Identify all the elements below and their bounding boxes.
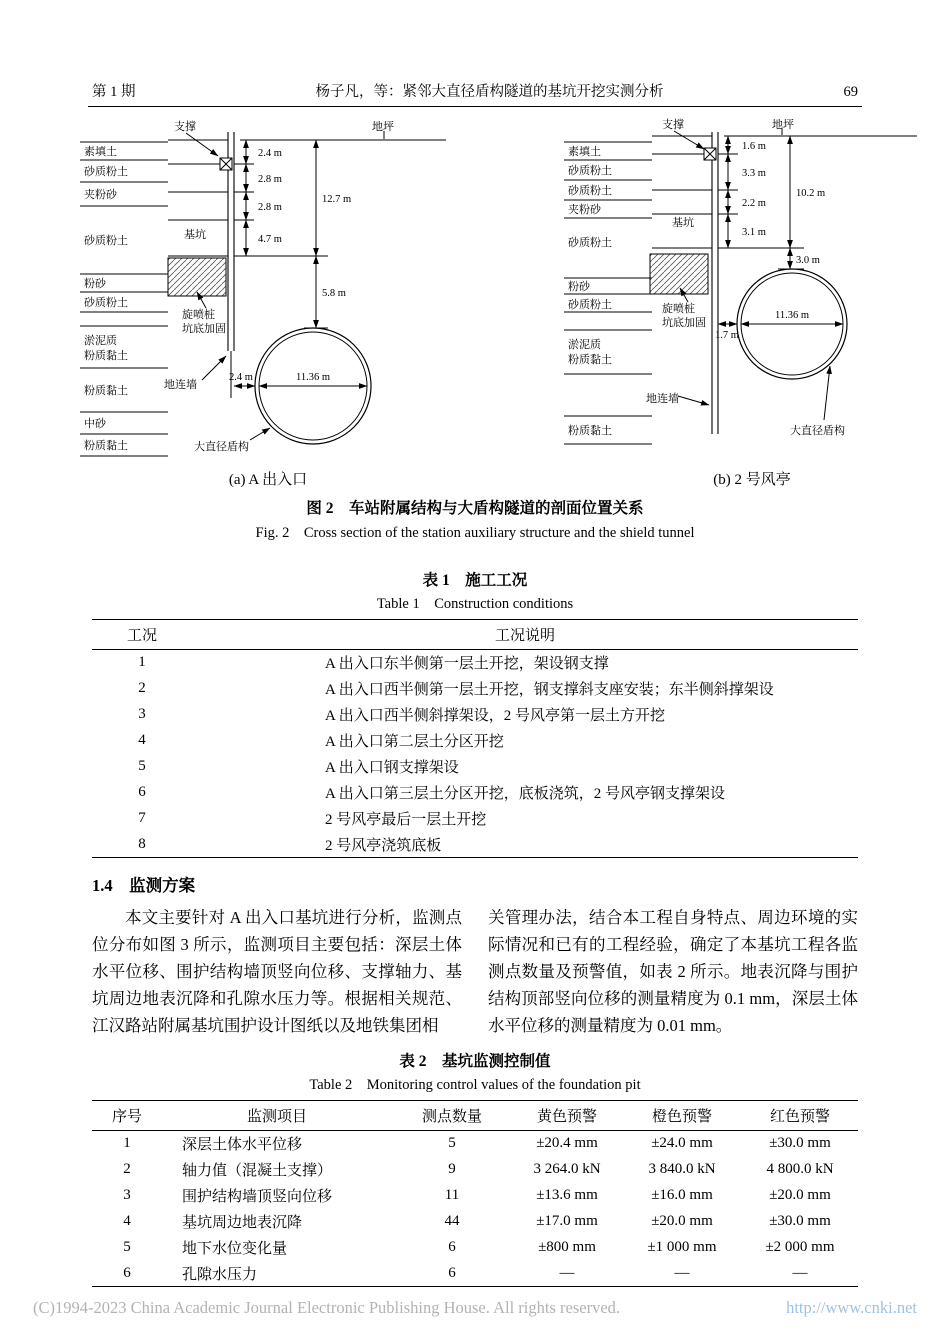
cross-section-b-diagram bbox=[562, 116, 942, 461]
dim-label: 2.4 m bbox=[258, 148, 282, 159]
t2-yellow: 3 264.0 kN bbox=[533, 1161, 601, 1177]
t2-points: 6 bbox=[448, 1264, 456, 1281]
running-head bbox=[92, 0, 858, 101]
soil-label: 粉质黏土 bbox=[568, 425, 612, 437]
header-rule bbox=[88, 106, 862, 107]
body-column-left: 本文主要针对 A 出入口基坑进行分析，监测点位分布如图 3 所示，监测项目主要包括：深层土体水平位移、围护结构墙顶竖向位移、支撑轴力、基坑周边地表沉降和孔隙水压力等。根据相关规范、江汉路站附属基坑围护设计图纸以及地铁集团相 bbox=[92, 908, 462, 1035]
t1-case: 6 bbox=[138, 784, 146, 800]
dim-label: 3.1 m bbox=[742, 227, 766, 238]
soil-label: 淤泥质 bbox=[568, 339, 601, 351]
t1-case: 8 bbox=[138, 835, 146, 852]
dim-label: 11.36 m bbox=[774, 310, 810, 321]
table-row bbox=[92, 1157, 858, 1183]
wall-label: 地连墙 bbox=[646, 393, 679, 405]
table-row bbox=[92, 650, 858, 676]
t1-case: 7 bbox=[138, 810, 146, 826]
t1-case: 4 bbox=[138, 732, 146, 748]
t2-yellow: ±800 mm bbox=[538, 1239, 596, 1255]
t2-no: 2 bbox=[123, 1161, 131, 1177]
t1-case: 5 bbox=[138, 758, 146, 774]
figure-2 bbox=[0, 116, 950, 489]
cnki-url-link[interactable]: http://www.cnki.net bbox=[786, 1298, 917, 1317]
t2-header-red: 红色预警 bbox=[742, 1101, 858, 1131]
t2-no: 6 bbox=[123, 1264, 131, 1281]
t2-header-orange: 橙色预警 bbox=[622, 1101, 742, 1131]
support-label: 支撑 bbox=[174, 121, 196, 133]
soil-label: 粉质黏土 bbox=[84, 440, 128, 452]
soil-label: 砂质粉土 bbox=[568, 165, 612, 177]
t2-orange: ±20.0 mm bbox=[651, 1213, 713, 1229]
t1-desc: A 出入口东半侧第一层土开挖，架设钢支撑 bbox=[325, 656, 609, 673]
soil-label: 砂质粉土 bbox=[84, 235, 128, 247]
t2-yellow: — bbox=[559, 1264, 575, 1281]
t1-desc: A 出入口西半侧第一层土开挖，钢支撑斜支座安装；东半侧斜撑架设 bbox=[325, 682, 774, 698]
t2-header-points: 测点数量 bbox=[392, 1101, 512, 1131]
t1-desc: A 出入口钢支撑架设 bbox=[325, 760, 459, 776]
body-column-right: 关管理办法，结合本工程自身特点、周边环境的实际情况和已有的工程经验，确定了本基坑工程各监测点数量及预警值，如表 2 所示。地表沉降与围护结构顶部竖向位移的测量精度为 0.1 mm，深层土体水平位移的测量精度为 0.01 mm。 bbox=[488, 908, 858, 1035]
t2-red: ±30.0 mm bbox=[769, 1135, 831, 1152]
soil-label: 砂质粉土 bbox=[84, 297, 128, 309]
soil-label: 砂质粉土 bbox=[84, 166, 128, 178]
t2-red: ±20.0 mm bbox=[769, 1187, 831, 1203]
t1-header-desc: 工况说明 bbox=[192, 620, 858, 650]
body-text bbox=[92, 904, 858, 1039]
t1-desc: A 出入口西半侧斜撑架设，2 号风亭第一层土方开挖 bbox=[325, 708, 666, 724]
support-label: 支撑 bbox=[662, 119, 684, 131]
t2-header-no: 序号 bbox=[92, 1101, 162, 1131]
t2-orange: ±24.0 mm bbox=[651, 1135, 713, 1152]
dim-label: 3.3 m bbox=[742, 168, 766, 179]
table-row bbox=[92, 1235, 858, 1261]
soil-label: 砂质粉土 bbox=[568, 299, 612, 311]
table-row bbox=[92, 676, 858, 702]
section-heading-1-4: 1.4 监测方案 bbox=[92, 876, 196, 895]
t2-item: 地下水位变化量 bbox=[182, 1241, 288, 1257]
monitoring-control-values-table bbox=[92, 1100, 858, 1287]
dim-label: 5.8 m bbox=[322, 288, 346, 299]
t2-red: ±30.0 mm bbox=[769, 1213, 831, 1229]
soil-label: 粉砂 bbox=[568, 281, 590, 293]
soil-label: 中砂 bbox=[84, 418, 106, 430]
table-row bbox=[92, 702, 858, 728]
table-row bbox=[92, 754, 858, 780]
ground-label: 地坪 bbox=[372, 121, 394, 133]
ground-label: 地坪 bbox=[772, 119, 794, 131]
t2-points: 44 bbox=[444, 1213, 460, 1229]
table-header-row bbox=[92, 620, 858, 650]
diaphragm-wall bbox=[712, 132, 718, 434]
t2-red: — bbox=[792, 1264, 808, 1281]
table-row bbox=[92, 806, 858, 832]
diagram-b bbox=[562, 116, 942, 489]
cnki-footer bbox=[33, 1298, 917, 1318]
dim-label: 2.8 m bbox=[258, 174, 282, 185]
t2-item: 深层土体水平位移 bbox=[182, 1137, 303, 1154]
t1-case: 3 bbox=[138, 706, 146, 722]
table2-title-en: Table 2 Monitoring control values of the foundation pit bbox=[309, 1077, 641, 1093]
table-row bbox=[92, 1183, 858, 1209]
t2-no: 4 bbox=[123, 1213, 131, 1229]
jet-grouting-label: 旋喷桩 bbox=[182, 309, 215, 321]
issue-label: 第 1 期 bbox=[92, 84, 136, 100]
soil-label: 砂质粉土 bbox=[568, 237, 612, 249]
t2-red: 4 800.0 kN bbox=[766, 1161, 834, 1177]
t1-desc: A 出入口第二层土分区开挖 bbox=[325, 734, 504, 750]
t2-red: ±2 000 mm bbox=[765, 1239, 835, 1255]
soil-label: 粉质黏土 bbox=[84, 385, 128, 397]
table-row bbox=[92, 728, 858, 754]
dim-label: 1.7 m bbox=[715, 330, 739, 341]
t2-no: 5 bbox=[123, 1239, 131, 1255]
table2-title-zh: 表 2 基坑监测控制值 bbox=[399, 1053, 551, 1070]
table-row bbox=[92, 1131, 858, 1157]
t2-no: 3 bbox=[123, 1187, 131, 1203]
running-title: 杨子凡，等：紧邻大直径盾构隧道的基坑开挖实测分析 bbox=[315, 84, 664, 100]
soil-labels bbox=[84, 144, 128, 452]
figure-caption-en: Fig. 2 Cross section of the station auxiliary structure and the shield tunnel bbox=[255, 525, 695, 541]
soil-label: 粉砂 bbox=[84, 278, 106, 290]
t1-desc: 2 号风亭最后一层土开挖 bbox=[325, 812, 487, 828]
t2-orange: 3 840.0 kN bbox=[648, 1161, 716, 1177]
jet-grouting-label: 坑底加固 bbox=[182, 323, 226, 335]
t2-orange: ±16.0 mm bbox=[651, 1187, 713, 1203]
t2-header-yellow: 黄色预警 bbox=[512, 1101, 622, 1131]
table-row bbox=[92, 1261, 858, 1287]
t1-desc: A 出入口第三层土分区开挖，底板浇筑，2 号风亭钢支撑架设 bbox=[325, 786, 726, 802]
strut-and-ground-lines bbox=[652, 136, 917, 248]
jet-grouting-label: 旋喷桩 bbox=[662, 303, 695, 315]
soil-labels bbox=[568, 144, 612, 437]
table1-title-zh: 表 1 施工工况 bbox=[422, 572, 528, 589]
table-header-row bbox=[92, 1101, 858, 1131]
t2-item: 孔隙水压力 bbox=[182, 1266, 258, 1283]
copyright-text: (C)1994-2023 China Academic Journal Electronic Publishing House. All rights reserved. bbox=[33, 1298, 621, 1317]
t2-yellow: ±20.4 mm bbox=[536, 1135, 598, 1152]
table1-title-en: Table 1 Construction conditions bbox=[376, 596, 574, 612]
dim-label: 10.2 m bbox=[796, 188, 826, 199]
t2-item: 基坑周边地表沉降 bbox=[182, 1215, 303, 1231]
figure-caption-zh: 图 2 车站附属结构与大盾构隧道的剖面位置关系 bbox=[306, 500, 644, 517]
t2-yellow: ±13.6 mm bbox=[536, 1187, 598, 1203]
t2-orange: — bbox=[674, 1264, 690, 1281]
jet-grouting-zone bbox=[650, 254, 708, 294]
jet-grouting-label: 坑底加固 bbox=[662, 317, 706, 329]
dimension-labels bbox=[715, 141, 825, 341]
table-row bbox=[92, 832, 858, 858]
table-row bbox=[92, 1209, 858, 1235]
dim-label: 4.7 m bbox=[258, 234, 282, 245]
diagram-a bbox=[78, 116, 458, 489]
shield-label: 大直径盾构 bbox=[790, 425, 845, 437]
dimension-lines bbox=[231, 140, 367, 398]
t2-points: 11 bbox=[444, 1187, 460, 1203]
construction-conditions-table bbox=[92, 619, 858, 858]
dimension-lines bbox=[718, 136, 843, 324]
t1-header-case: 工况 bbox=[92, 620, 192, 650]
soil-label: 素填土 bbox=[84, 146, 117, 158]
soil-label: 粉质黏土 bbox=[568, 354, 612, 366]
cross-section-a-diagram bbox=[78, 116, 458, 461]
dim-label: 2.2 m bbox=[742, 198, 766, 209]
soil-label: 夹粉砂 bbox=[84, 189, 117, 201]
table2-block bbox=[92, 1049, 858, 1287]
jet-grouting-zone bbox=[168, 258, 226, 296]
page-number: 69 bbox=[843, 84, 858, 100]
soil-label: 夹粉砂 bbox=[568, 204, 601, 216]
pit-label: 基坑 bbox=[184, 229, 206, 241]
t2-points: 9 bbox=[448, 1161, 456, 1177]
dim-label: 12.7 m bbox=[322, 194, 352, 205]
soil-label: 粉质黏土 bbox=[84, 350, 128, 362]
table1-block bbox=[92, 568, 858, 858]
t2-no: 1 bbox=[123, 1135, 131, 1152]
dim-label: 11.36 m bbox=[295, 372, 331, 383]
t2-orange: ±1 000 mm bbox=[647, 1239, 717, 1255]
table-row bbox=[92, 780, 858, 806]
t2-points: 5 bbox=[448, 1135, 456, 1152]
dimension-labels bbox=[229, 148, 351, 383]
t1-case: 2 bbox=[138, 680, 146, 696]
pit-label: 基坑 bbox=[672, 217, 694, 229]
soil-label: 淤泥质 bbox=[84, 335, 117, 347]
dim-label: 2.4 m bbox=[229, 372, 253, 383]
shield-label: 大直径盾构 bbox=[194, 441, 249, 453]
t1-case: 1 bbox=[138, 654, 146, 671]
t2-yellow: ±17.0 mm bbox=[536, 1213, 598, 1229]
t2-points: 6 bbox=[448, 1239, 456, 1255]
t2-item: 围护结构墙顶竖向位移 bbox=[182, 1189, 333, 1205]
soil-label: 素填土 bbox=[568, 146, 601, 158]
dim-label: 1.6 m bbox=[742, 141, 766, 152]
dim-label: 3.0 m bbox=[796, 255, 820, 266]
subfigure-b-caption: (b) 2 号风亭 bbox=[713, 472, 791, 488]
t1-desc: 2 号风亭浇筑底板 bbox=[325, 837, 442, 854]
wall-label: 地连墙 bbox=[164, 379, 197, 391]
dim-label: 2.8 m bbox=[258, 202, 282, 213]
strut-and-ground-lines bbox=[168, 140, 446, 256]
soil-label: 砂质粉土 bbox=[568, 185, 612, 197]
subfigure-a-caption: (a) A 出入口 bbox=[228, 472, 308, 488]
t2-item: 轴力值（混凝土支撑） bbox=[182, 1163, 333, 1179]
t2-header-item: 监测项目 bbox=[162, 1101, 392, 1131]
